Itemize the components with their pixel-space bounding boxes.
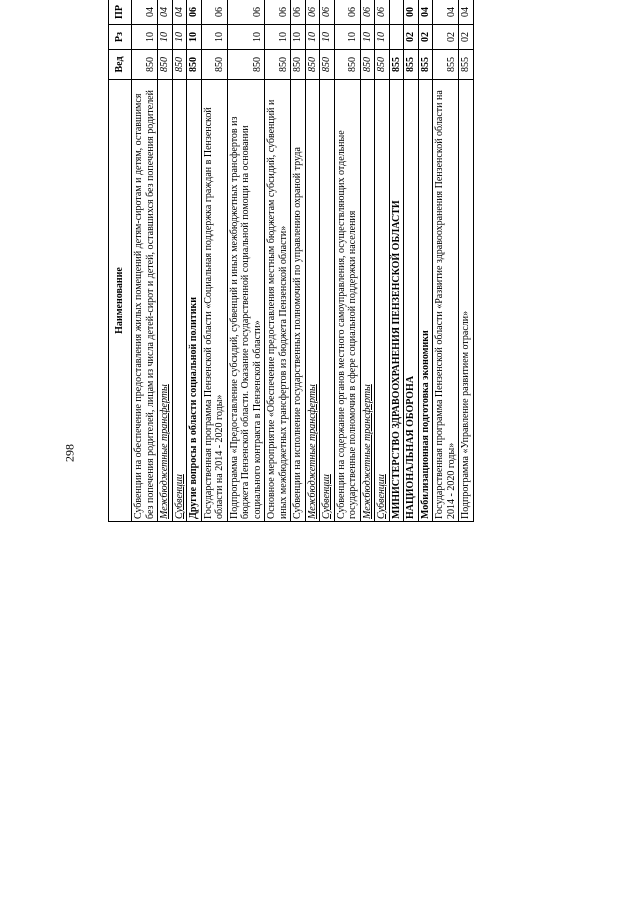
page-number-text: 298	[62, 443, 77, 462]
header-ved: Вед	[109, 50, 132, 80]
budget-table	[108, 0, 474, 522]
row-pr: 06	[375, 0, 390, 25]
row-name: Субвенции на исполнение государственных полномочий по управлению охраной труда	[291, 80, 306, 522]
table-body	[132, 0, 474, 522]
row-rz: 10	[172, 25, 187, 50]
row-pr	[389, 0, 404, 25]
row-name: Межбюджетные трансферты	[360, 80, 375, 522]
row-pr: 04	[172, 0, 187, 25]
table-row	[132, 0, 158, 522]
table-header-row	[109, 0, 132, 522]
header-name: Наименование	[109, 80, 132, 522]
row-ved: 855	[433, 50, 459, 80]
table-row	[291, 0, 306, 522]
row-rz: 10	[291, 25, 306, 50]
row-ved: 850	[334, 50, 360, 80]
row-name: Подпрограмма «Предоставление субсидий, субвенций и иных межбюджетных трансфертов из бюджета Пензенской области. Оказание государственной социальной помощи на основании социального контракта в Пензенской области»	[227, 80, 265, 522]
row-rz: 10	[375, 25, 390, 50]
row-pr: 06	[334, 0, 360, 25]
row-rz: 02	[433, 25, 459, 50]
table-row	[433, 0, 459, 522]
row-pr: 06	[320, 0, 335, 25]
row-rz: 10	[201, 25, 227, 50]
row-name: Государственная программа Пензенской области «Социальная поддержка граждан в Пензенской области на 2014 - 2020 годы»	[201, 80, 227, 522]
row-name: Субвенции	[375, 80, 390, 522]
row-pr: 04	[158, 0, 173, 25]
rotated-table-area	[108, 5, 552, 868]
table-row	[172, 0, 187, 522]
row-ved: 850	[132, 50, 158, 80]
row-ved: 855	[418, 50, 433, 80]
row-pr: 06	[201, 0, 227, 25]
row-pr: 04	[433, 0, 459, 25]
table-row	[334, 0, 360, 522]
row-name: Основное мероприятие «Обеспечение предоставления местным бюджетам субсидий, субвенций и иных межбюджетных трансфертов из бюджета Пензенской области»	[265, 80, 291, 522]
row-name: НАЦИОНАЛЬНАЯ ОБОРОНА	[404, 80, 419, 522]
row-ved: 855	[404, 50, 419, 80]
header-rz: Рз	[109, 25, 132, 50]
row-ved: 855	[459, 50, 474, 80]
table-row	[305, 0, 320, 522]
table-row	[320, 0, 335, 522]
row-name: МИНИСТЕРСТВО ЗДРАВООХРАНЕНИЯ ПЕНЗЕНСКОЙ ОБЛАСТИ	[389, 80, 404, 522]
row-pr: 00	[404, 0, 419, 25]
table-row	[201, 0, 227, 522]
row-rz: 10	[320, 25, 335, 50]
row-ved: 850	[227, 50, 265, 80]
row-rz: 10	[265, 25, 291, 50]
table-row	[158, 0, 173, 522]
row-ved: 850	[360, 50, 375, 80]
row-name: Субвенции	[172, 80, 187, 522]
row-name: Субвенции на обеспечение предоставления жилых помещений детям-сиротам и детям, оставшимся без попечения родителей, лицам из числа детей-сирот и детей, оставшихся без попечения родителей	[132, 80, 158, 522]
row-ved: 855	[389, 50, 404, 80]
table-row	[187, 0, 202, 522]
row-rz: 10	[360, 25, 375, 50]
row-name: Другие вопросы в области социальной политики	[187, 80, 202, 522]
row-name: Подпрограмма «Управление развитием отрасли»	[459, 80, 474, 522]
table-row	[418, 0, 433, 522]
row-pr: 06	[227, 0, 265, 25]
row-pr: 04	[418, 0, 433, 25]
row-name: Межбюджетные трансферты	[305, 80, 320, 522]
row-rz: 10	[305, 25, 320, 50]
row-rz	[389, 25, 404, 50]
table-row	[227, 0, 265, 522]
row-rz: 10	[158, 25, 173, 50]
row-ved: 850	[265, 50, 291, 80]
table-row	[389, 0, 404, 522]
row-ved: 850	[320, 50, 335, 80]
page-number	[60, 0, 80, 905]
rotated-table-container	[108, 0, 552, 522]
table-row	[404, 0, 419, 522]
row-pr: 06	[305, 0, 320, 25]
row-rz: 02	[418, 25, 433, 50]
row-rz: 10	[132, 25, 158, 50]
row-name: Мобилизационная подготовка экономики	[418, 80, 433, 522]
row-ved: 850	[172, 50, 187, 80]
row-rz: 10	[334, 25, 360, 50]
row-name: Межбюджетные трансферты	[158, 80, 173, 522]
row-ved: 850	[305, 50, 320, 80]
table-row	[360, 0, 375, 522]
row-rz: 02	[459, 25, 474, 50]
row-rz: 10	[227, 25, 265, 50]
row-pr: 06	[187, 0, 202, 25]
row-rz: 02	[404, 25, 419, 50]
row-pr: 06	[360, 0, 375, 25]
header-pr: ПР	[109, 0, 132, 25]
row-pr: 04	[132, 0, 158, 25]
table-row	[375, 0, 390, 522]
row-ved: 850	[375, 50, 390, 80]
row-ved: 850	[291, 50, 306, 80]
row-ved: 850	[158, 50, 173, 80]
table-row	[265, 0, 291, 522]
row-rz: 10	[187, 25, 202, 50]
row-name: Государственная программа Пензенской области «Развитие здравоохранения Пензенской области на 2014 - 2020 годы»	[433, 80, 459, 522]
row-pr: 06	[265, 0, 291, 25]
row-pr: 04	[459, 0, 474, 25]
table-row	[459, 0, 474, 522]
row-ved: 850	[187, 50, 202, 80]
row-pr: 06	[291, 0, 306, 25]
row-ved: 850	[201, 50, 227, 80]
row-name: Субвенции на содержание органов местного самоуправления, осуществляющих отдельные государственные полномочия в сфере социальной поддержки населения	[334, 80, 360, 522]
row-name: Субвенции	[320, 80, 335, 522]
